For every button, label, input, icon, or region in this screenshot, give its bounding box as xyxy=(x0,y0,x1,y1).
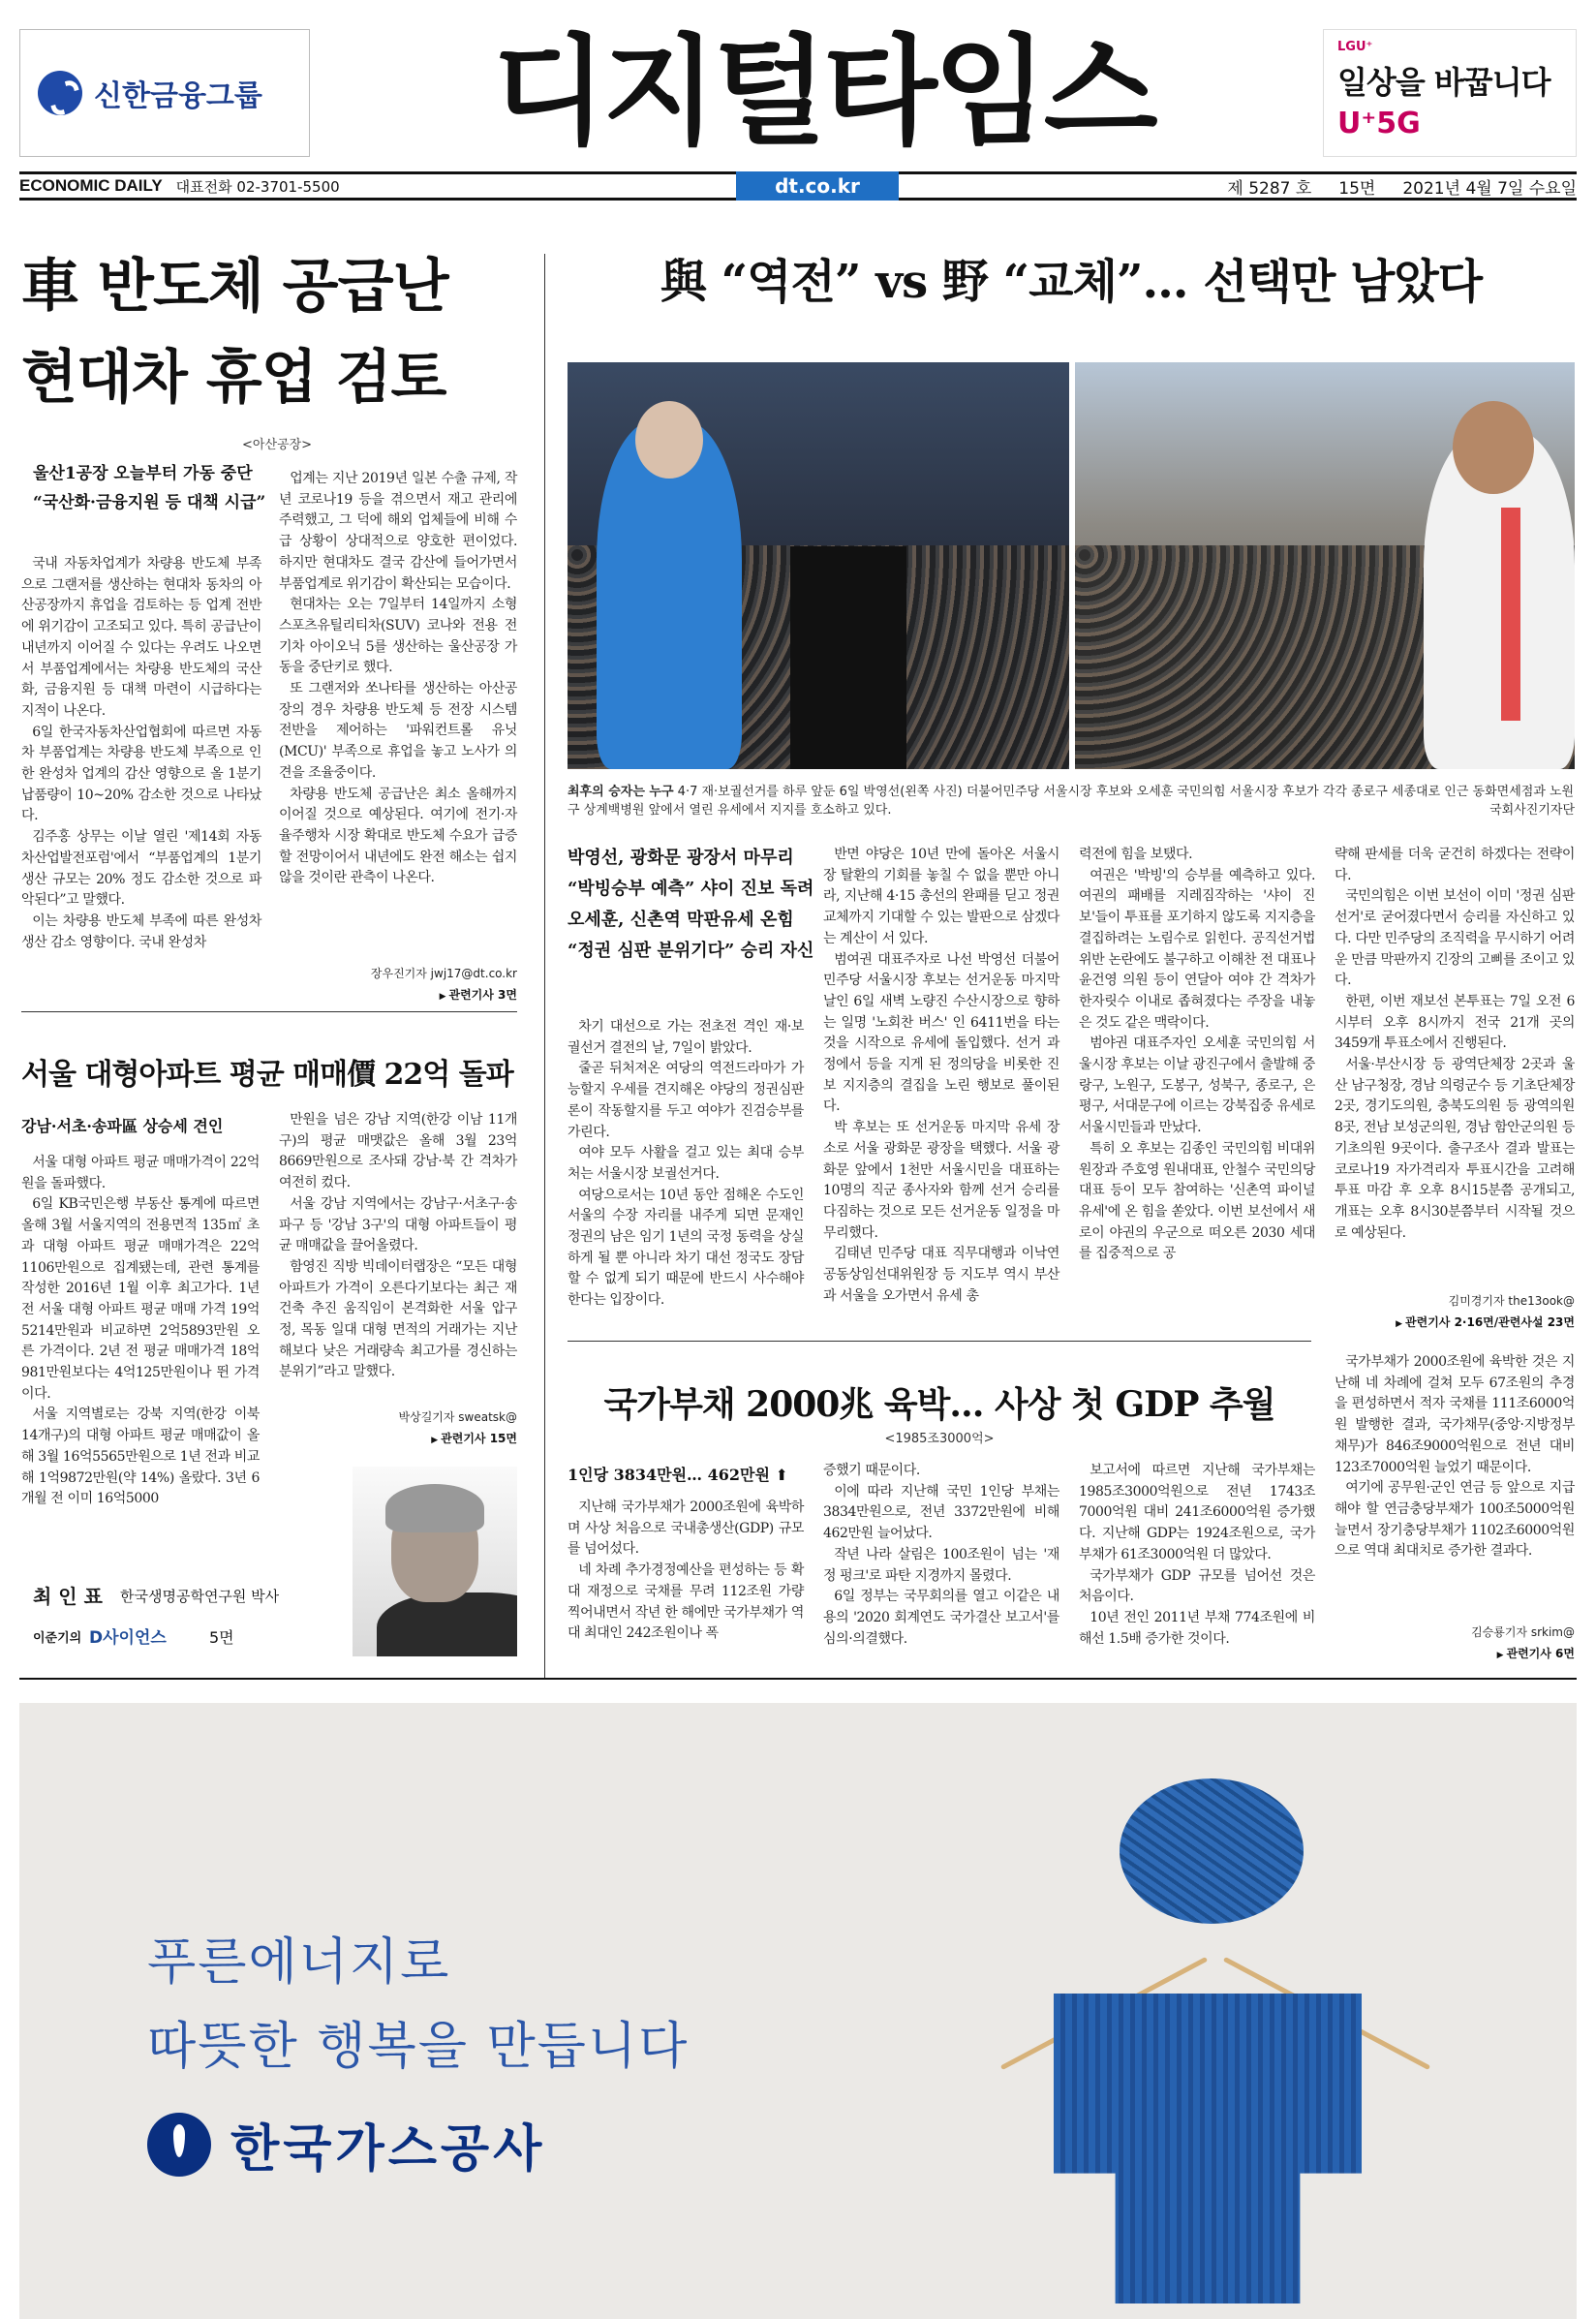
portrait-hair xyxy=(385,1484,484,1532)
issue-number: 제 5287 호 xyxy=(1227,178,1312,199)
story4-lead: 1인당 3834만원… 462만원 ⬆ xyxy=(568,1466,788,1484)
story2-paragraph: 서울 대형 아파트 평균 매매가격이 22억원을 돌파했다. xyxy=(21,1155,260,1191)
story2-paragraph: 함영진 직방 빅데이터랩장은 “모든 대형아파트가 가격이 오른다기보다는 최근 재건축 추진 움직임이 본격화한 서울 압구정, 목동 일대 대형 면적의 거래가는 지난해보다 낮은 거래량속 최고가를 경신하는 분위기”라고 말했다. xyxy=(279,1258,517,1380)
story2-paragraph: 6일 KB국민은행 부동산 통계에 따르면 올해 3월 서울지역의 전용면적 135㎡ 초과 대형 아파트 평균 매매가격은 22억1106만원으로 집계됐는데, 관련 통계를 작성한 2016년 1월 이후 최고가다. 1년 전 서울 대형 아파트 평균 매매 가격 19억5214만원과 비교하면 2억5893만원 오른 가격이다. 2년 전 평균 매매가격 18억981만원보다는 4억125만원이나 뛴 가격이다. xyxy=(21,1196,260,1402)
story4-paragraph: 여기에 공무원·군인 연금 등 앞으로 지급해야 할 연금충당부채가 100조5000억원 늘면서 장기충당부채가 1102조6000억원으로 역대 최대치로 증가한 결과다. xyxy=(1335,1480,1575,1560)
story1-related-link[interactable]: ▶ 관련기사 3면 xyxy=(279,986,517,1003)
story1-lead-2: “국산화·금융지원 등 대책 시급” xyxy=(33,493,266,512)
story3-paragraph: 범야권 대표주자인 오세훈 국민의힘 서울시장 후보는 이날 광진구에서 출발해 중랑구, 노원구, 도봉구, 성북구, 종로구, 은평구, 서대문구에 이르는 강북집중 유세로 서울시민들과 만났다. xyxy=(1079,1036,1315,1136)
yarn-ball-icon xyxy=(1120,1778,1304,1924)
story1-photo-note: <아산공장> xyxy=(242,438,313,452)
lgu-ad-top: LGU⁺ xyxy=(1337,40,1373,54)
story2-body-col2 xyxy=(279,1110,517,1383)
photo-credit: 국회사진기자단 xyxy=(1489,803,1575,818)
phone-number: 대표전화 02-3701-5500 xyxy=(175,177,340,196)
story4-headline: 국가부채 2000兆 육박… 사상 첫 GDP 추월 xyxy=(603,1384,1275,1425)
ad-line-2: 따뜻한 행복을 만듭니다 xyxy=(147,2018,690,2076)
story4-paragraph: 이에 따라 지난해 국민 1인당 부채는 3834만원으로, 전년 3372만원에 비해 462만원 늘어났다. xyxy=(823,1483,1059,1542)
series-prefix: 이준기의 xyxy=(33,1631,82,1646)
columnist-title: 한국생명공학연구원 박사 xyxy=(120,1588,280,1605)
portrait-coat xyxy=(377,1592,517,1656)
story1-byline: 장우진기자 jwj17@dt.co.kr xyxy=(370,967,517,980)
story4-body-col1 xyxy=(568,1498,804,1645)
story-divider xyxy=(21,1011,517,1012)
story2-paragraph: 서울 지역별로는 강북 지역(한강 이북 14개구)의 대형 아파트 평균 매매값이 올해 3월 16억5565만원으로 1년 전과 비교해 1억9872만원(약 14%) 올랐다. 3년 6개월 전 이미 16억5000 xyxy=(21,1407,260,1507)
story2-headline: 서울 대형아파트 평균 매매價 22억 돌파 xyxy=(21,1058,513,1092)
story4-paragraph: 증했기 때문이다. xyxy=(823,1463,920,1478)
story4-body-col2 xyxy=(823,1461,1059,1650)
story3-lead-3: 오세훈, 신촌역 막판유세 온힘 xyxy=(568,910,794,930)
story3-body-col4 xyxy=(1335,845,1575,1244)
story1-paragraph: 또 그랜저와 쏘나타를 생산하는 아산공장의 경우 차량용 반도체 등 전장 시스템 전반을 제어하는 '파워컨트롤 유닛(MCU)' 부족으로 휴업을 놓고 노사가 의견을 조율중이다. xyxy=(279,681,517,781)
story1-lead-1: 울산1공장 오늘부터 가동 중단 xyxy=(33,464,253,483)
story3-paragraph: 여권은 '박빙'의 승부를 예측하고 있다. 여권의 패배를 지레짐작하는 '샤이 진보'들이 투표를 포기하지 않도록 지지층을 결집하려는 노림수로 읽힌다. 공직선거법 위반 논란에도 불구하고 이해찬 전 대표나 윤건영 의원 등이 연달아 여야 간 격차가 한자릿수 이내로 좁혀졌다는 주장을 내놓은 것도 같은 맥락이다. xyxy=(1079,867,1315,1031)
story4-related-link[interactable]: ▶ 관련기사 6면 xyxy=(1335,1645,1575,1661)
story4-body-col3 xyxy=(1079,1461,1315,1650)
kogas-logo xyxy=(147,2108,545,2180)
story2-byline: 박상길기자 sweatsk@ xyxy=(398,1410,517,1424)
park-campaign-photo xyxy=(568,362,1069,769)
shinhan-ad[interactable] xyxy=(19,29,310,157)
story3-paragraph: 차기 대선으로 가는 전초전 격인 재·보궐선거 결전의 날, 7일이 밝았다. xyxy=(568,1019,804,1056)
story4-paragraph: 네 차례 추가경정예산을 편성하는 등 확대 재정으로 국채를 무려 112조원 가량 찍어내면서 작년 한 해에만 국가부채가 역대 최대인 242조원이나 폭 xyxy=(568,1562,804,1642)
kogas-brand: 한국가스공사 xyxy=(230,2120,546,2179)
story4-body-col4 xyxy=(1335,1352,1575,1562)
story1-paragraph: 김주홍 상무는 이날 열린 '제14회 자동차산업발전포럼'에서 “부품업계의 1분기 생산 규모는 20% 정도 감소한 것으로 파악된다”고 말했다. xyxy=(21,829,261,909)
story1-body-col2 xyxy=(279,469,517,889)
story4-sub: <1985조3000억> xyxy=(884,1432,995,1446)
story4-paragraph: 국가부채가 GDP 규모를 넘어선 것은 처음이다. xyxy=(1079,1567,1315,1605)
story3-lead-2: “박빙승부 예측” 샤이 진보 독려 xyxy=(568,879,814,899)
knitted-sweater-icon xyxy=(1054,1994,1362,2304)
kogas-flame-icon xyxy=(147,2113,211,2177)
issue-meta xyxy=(1227,174,1577,199)
story3-paragraph: 국민의힘은 이번 보선이 이미 '정권 심판 선거'로 굳어졌다면서 승리를 자신하고 있다. 다만 민주당의 조직력을 무시하기 어려운 만큼 막판까지 긴장의 고삐를 조이고 있다. xyxy=(1335,888,1575,989)
story3-paragraph: 범여권 대표주자로 나선 박영선 더불어민주당 서울시장 후보는 선거운동 마지막날인 6일 새벽 노량진 수산시장으로 향하는 일명 '노회찬 버스' 인 6411번을 타는 것을 시작으로 유세에 돌입했다. 선거 과정에서 등을 지게 된 정의당을 비롯한 진보 지지층의 결집을 노린 행보로 풀이된다. xyxy=(823,951,1059,1115)
story3-paragraph: 력전에 힘을 보탰다. xyxy=(1079,847,1193,862)
ad-line-1: 푸른에너지로 xyxy=(147,1933,451,1992)
story3-paragraph: 특히 오 후보는 김종인 국민의힘 비대위원장과 주호영 원내대표, 안철수 국민의당 대표 등이 모두 참여하는 '신촌역 파이널 유세'에 온 힘을 쏟았다. 이번 보선에서 새로이 야권의 우군으로 떠오른 2030 세대를 집중적으로 공 xyxy=(1079,1140,1315,1262)
story1-paragraph: 업계는 지난 2019년 일본 수출 규제, 작년 코로나19 등을 겪으면서 재고 관리에 주력했고, 그 덕에 해외 업체들에 비해 수급 상황이 상대적으로 양호한 편이었다. 하지만 현대차도 결국 감산에 들어가면서 부품업계로 위기감이 확산되는 모습이다. xyxy=(279,471,517,592)
newspaper-title: 디지털타임스 xyxy=(492,23,1154,161)
series-name[interactable]: D사이언스 xyxy=(89,1628,167,1648)
story1-paragraph: 차량용 반도체 공급난은 최소 올해까지 이어질 것으로 예상된다. 여기에 전기·자율주행차 시장 확대로 반도체 수요가 급증할 전망이어서 내년에도 완전 해소는 쉽지 않을 것이란 관측이 나온다. xyxy=(279,786,517,886)
podium xyxy=(790,546,906,769)
page-count: 15면 xyxy=(1338,178,1376,199)
story3-lead-4: “정권 심판 분위기다” 승리 자신 xyxy=(568,941,814,961)
story1-body-col1 xyxy=(21,554,261,953)
shinhan-ad-text: 신한금융그룹 xyxy=(94,79,262,113)
story3-paragraph: 줄곧 뒤처져온 여당의 역전드라마가 가능할지 우세를 견지해온 야당의 정권심판론이 작동할지를 두고 여야가 진검승부를 가린다. xyxy=(568,1061,804,1140)
series-page: 5면 xyxy=(209,1628,234,1647)
lgu-ad-slogan: 일상을 바꿉니다 xyxy=(1337,64,1550,101)
masthead xyxy=(19,19,1577,165)
story4-paragraph: 작년 나라 살림은 100조원이 넘는 '재정 펑크'로 파탄 지경까지 몰렸다. xyxy=(823,1546,1059,1584)
campaign-sash xyxy=(1501,508,1520,721)
shinhan-logo-icon xyxy=(38,71,82,115)
story2-body-col1 xyxy=(21,1153,260,1510)
story1-paragraph: 국내 자동차업계가 차량용 반도체 부족으로 그랜저를 생산하는 현대차 동차의 아산공장까지 휴업을 검토하는 등 업계 전반에 위기감이 고조되고 있다. 특히 공급난이 내년까지 이어질 수 있다는 우려도 나오면서 부품업계에서는 차량용 반도체의 국산화, 금융지원 등 대책 마련이 시급하다는 지적이 나온다. xyxy=(21,556,261,719)
story3-paragraph: 반면 야당은 10년 만에 돌아온 서울시장 탈환의 기회를 놓칠 수 없을 뿐만 아니라, 지난해 4·15 총선의 완패를 딛고 정권교체까지 기대할 수 있는 발판으로 삼겠다는 계산이 서 있다. xyxy=(823,847,1059,946)
story3-body-col3 xyxy=(1079,845,1315,1265)
kogas-ad[interactable] xyxy=(19,1703,1577,2319)
story2-paragraph: 서울 강남 지역에서는 강남구·서초구·송파구 등 '강남 3구'의 대형 아파트들이 평균 매매값을 끌어올렸다. xyxy=(279,1195,517,1254)
story3-paragraph: 서울·부산시장 등 광역단체장 2곳과 울산 남구청장, 경남 의령군수 등 기초단체장 2곳, 경기도의원, 충북도의원 등 광역의원 8곳, 전남 보성군의원, 경남 함안군의원 등 기초의원 9곳이다. 출구조사 결과 발표는 코로나19 자가격리자 투표시간을 고려해 투표 마감 후 오후 8시15분쯤 공개되고, 개표는 오후 8시30분쯤부터 시작될 것으로 예상된다. xyxy=(1335,1057,1575,1241)
story4-paragraph: 국가부채가 2000조원에 육박한 것은 지난해 네 차례에 걸쳐 모두 67조원의 추경을 편성하면서 적자 국채를 111조6000억원 발행한 결과, 국가채무(중앙·지방정부 채무)가 846조9000억원으로 전년 대비 123조7000억원 늘었기 때문이다. xyxy=(1335,1354,1575,1475)
site-url-link[interactable]: dt.co.kr xyxy=(736,171,899,201)
columnist-name: 최 인 표 xyxy=(33,1585,103,1608)
story4-paragraph: 6일 정부는 국무회의를 열고 이같은 내용의 '2020 회계연도 국가결산 보고서'를 심의·의결했다. xyxy=(823,1589,1059,1647)
story2-related-link[interactable]: ▶ 관련기사 15면 xyxy=(279,1430,517,1446)
story1-paragraph: 6일 한국자동차산업협회에 따르면 자동차 부품업계는 차량용 반도체 부족으로 인한 완성차 업계의 감산 영향으로 올 1분기 납품량이 10~20% 감소한 것으로 나타났다. xyxy=(21,724,261,824)
story1-paragraph: 이는 차량용 반도체 부족에 따른 완성차 생산 감소 영향이다. 국내 완성차 xyxy=(21,912,261,950)
story4-paragraph: 10년 전인 2011년 부채 774조원에 비해선 1.5배 증가한 것이다. xyxy=(1079,1609,1315,1647)
story3-headline: 與 “역전” vs 野 “교체”… 선택만 남았다 xyxy=(660,255,1483,309)
photo-caption xyxy=(568,783,1575,819)
story1-headline-1: 車 반도체 공급난 xyxy=(21,253,448,321)
story1-paragraph: 현대차는 오는 7일부터 14일까지 소형 스포츠유틸리티차(SUV) 코나와 전용 전기차 아이오닉 5를 생산하는 울산공장 가동을 중단키로 했다. xyxy=(279,597,517,676)
story4-byline: 김승룡기자 srkim@ xyxy=(1471,1625,1575,1639)
candidate-head xyxy=(1453,401,1534,494)
columnist-photo xyxy=(353,1467,517,1656)
edition-label: ECONOMIC DAILY xyxy=(19,176,163,195)
story3-paragraph: 한편, 이번 재보선 본투표는 7일 오전 6시부터 오후 8시까지 전국 21개 곳의 3459개 투표소에서 진행된다. xyxy=(1335,993,1575,1052)
caption-text: 4·7 재·보궐선거를 하루 앞둔 6일 박영선(왼쪽 사진) 더불어민주당 서울시장 후보와 오세훈 국민의힘 서울시장 후보가 각각 종로구 세종대로 인근 동화면세점과 노원구 상계백병원 앞에서 열린 유세에서 지지를 호소하고 있다. xyxy=(568,785,1575,818)
story4-paragraph: 보고서에 따르면 지난해 국가부채는 1985조3000억원으로 전년 1743조7000억원 대비 241조6000억원 증가했다. 지난해 GDP는 1924조원으로, 국가부채가 61조3000억원 더 많았다. xyxy=(1079,1463,1315,1562)
story-divider xyxy=(568,1341,1311,1342)
ad-divider xyxy=(19,1678,1577,1680)
story3-paragraph: 김태년 민주당 대표 직무대행과 이낙연 공동상임선대위원장 등 지도부 역시 부산과 서울을 오가면서 유세 총 xyxy=(823,1246,1059,1304)
oh-campaign-photo xyxy=(1075,362,1575,769)
story3-related-link[interactable]: ▶ 관련기사 2·16면/관련사설 23면 xyxy=(1259,1314,1575,1330)
info-bar xyxy=(19,171,1577,201)
story3-paragraph: 략해 판세를 더욱 굳건히 하겠다는 전략이다. xyxy=(1335,847,1575,883)
caption-title: 최후의 승자는 누구 xyxy=(568,785,674,799)
story4-paragraph: 지난해 국가부채가 2000조원에 육박하며 사상 처음으로 국내총생산(GDP) 규모를 넘어섰다. xyxy=(568,1500,804,1558)
issue-date: 2021년 4월 7일 수요일 xyxy=(1402,178,1577,199)
story3-lead-1: 박영선, 광화문 광장서 마무리 xyxy=(568,848,794,868)
story3-paragraph: 여당으로서는 10년 동안 점해온 수도인 서울의 수장 자리를 내주게 되면 문재인 정권의 남은 임기 1년의 국정 동력을 상실하게 될 뿐 아니라 차기 대선 정국도 장담할 수 없게 되기 때문에 반드시 사수해야 한다는 입장이다. xyxy=(568,1187,804,1309)
story3-byline: 김미경기자 the13ook@ xyxy=(1448,1294,1575,1308)
story3-paragraph: 여야 모두 사활을 걸고 있는 최대 승부처는 서울시장 보궐선거다. xyxy=(568,1145,804,1182)
story1-headline-2: 현대차 휴업 검토 xyxy=(21,344,446,412)
story3-paragraph: 박 후보는 또 선거운동 마지막 유세 장소로 서울 광화문 광장을 택했다. 서울 광화문 앞에서 1천만 서울시민을 대표하는 10명의 직군 종사자와 함께 선거 승리를 다짐하는 것으로 모든 선거운동 일정을 마무리했다. xyxy=(823,1120,1059,1241)
lgu-ad[interactable] xyxy=(1323,29,1577,157)
lgu-ad-brand: U⁺5G xyxy=(1337,107,1421,140)
candidate-head xyxy=(635,401,703,479)
column-divider xyxy=(544,254,545,1678)
story3-body-col2 xyxy=(823,845,1059,1307)
story3-body-col1 xyxy=(568,1017,804,1312)
story2-lead: 강남·서초·송파區 상승세 견인 xyxy=(21,1117,224,1135)
story2-paragraph: 만원을 넘은 강남 지역(한강 이남 11개구)의 평균 매맷값은 올해 3월 23억 8669만원으로 조사돼 강남·북 간 격차가 여전히 컸다. xyxy=(279,1112,517,1191)
